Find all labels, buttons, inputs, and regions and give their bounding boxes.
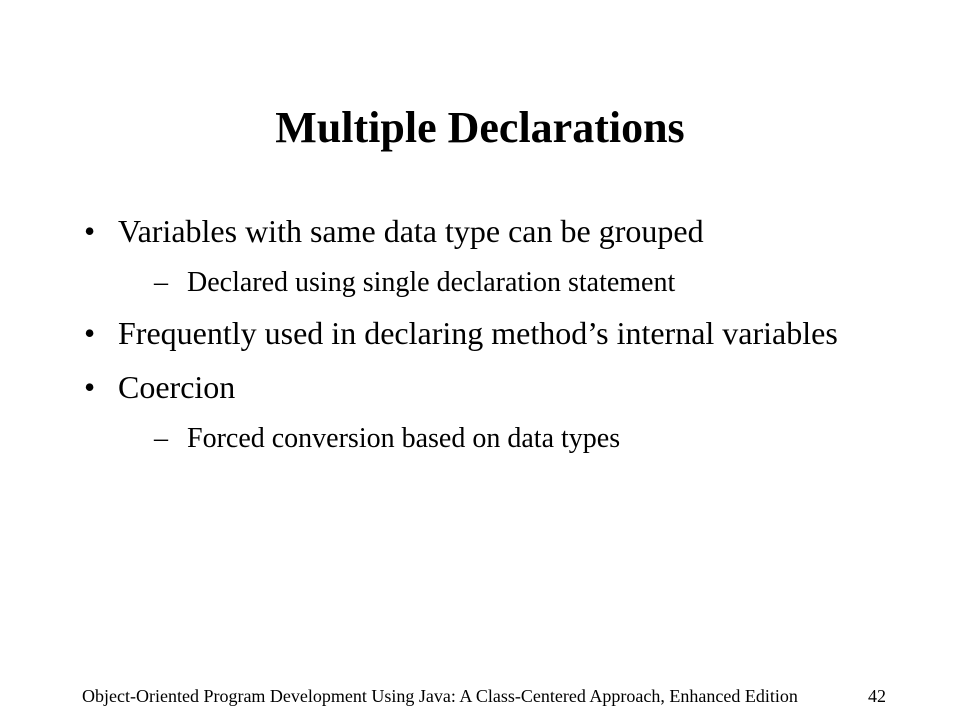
sub-bullet-item (84, 266, 884, 300)
footer-text: Object-Oriented Program Development Using Java: A Class-Centered Approach, Enhanced Edition (82, 686, 798, 706)
sub-bullet-marker: – (154, 423, 168, 454)
page-number: 42 (868, 686, 886, 706)
sub-bullet-text: Declared using single declaration statement (187, 267, 676, 298)
bullet-text: Coercion (118, 369, 236, 405)
slide-title: Multiple Declarations (275, 103, 685, 152)
bullet-item (84, 314, 884, 352)
bullet-marker: • (84, 369, 96, 405)
sub-bullet-marker: – (154, 267, 168, 298)
bullet-marker: • (84, 213, 96, 249)
bullet-item (84, 212, 884, 250)
bullet-item (84, 368, 884, 406)
slide-content (84, 212, 884, 456)
bullet-marker: • (84, 315, 96, 351)
bullet-text: Variables with same data type can be grouped (118, 213, 704, 249)
sub-bullet-text: Forced conversion based on data types (187, 423, 621, 454)
bullet-text: Frequently used in declaring method’s internal variables (118, 315, 838, 351)
sub-bullet-item (84, 422, 884, 456)
